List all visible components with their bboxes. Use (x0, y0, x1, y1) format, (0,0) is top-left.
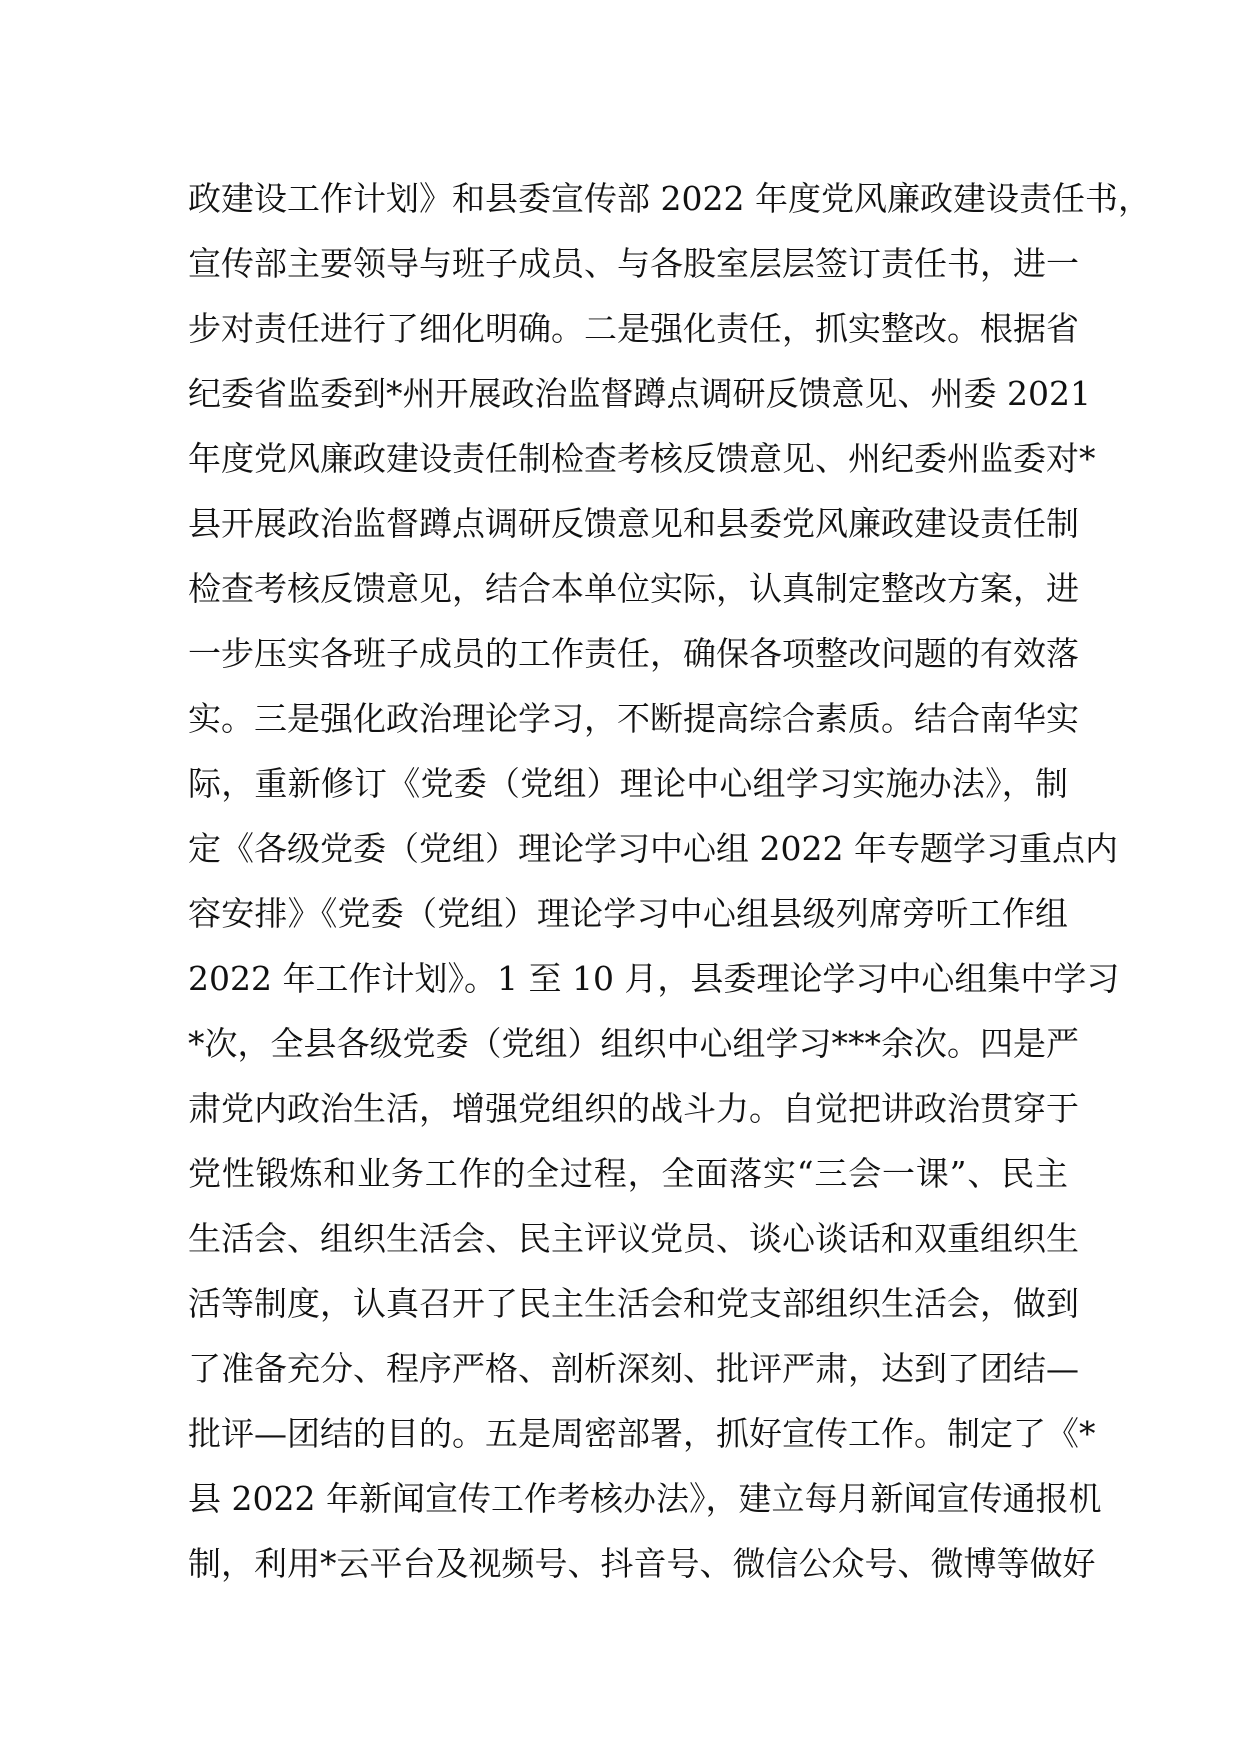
text-line: 2022 年工作计划》。1 至 10 月，县委理论学习中心组集中学习 (188, 959, 1120, 998)
text-line: *次，全县各级党委（党组）组织中心组学习***余次。四是严 (188, 1024, 1079, 1063)
text-line: 定《各级党委（党组）理论学习中心组 2022 年专题学习重点内 (188, 829, 1118, 868)
text-line: 宣传部主要领导与班子成员、与各股室层层签订责任书，进一 (188, 244, 1079, 283)
text-line: 检查考核反馈意见，结合本单位实际，认真制定整改方案，进 (188, 569, 1079, 608)
text-line: 容安排》《党委（党组）理论学习中心组县级列席旁听工作组 (188, 894, 1068, 933)
text-line: 实。三是强化政治理论学习，不断提高综合素质。结合南华实 (188, 699, 1079, 738)
text-line: 党性锻炼和业务工作的全过程，全面落实“三会一课”、民主 (188, 1154, 1068, 1193)
text-line: 批评—团结的目的。五是周密部署，抓好宣传工作。制定了《* (188, 1414, 1096, 1453)
text-line: 步对责任进行了细化明确。二是强化责任，抓实整改。根据省 (188, 309, 1079, 348)
text-line: 了准备充分、程序严格、剖析深刻、批评严肃，达到了团结— (188, 1349, 1079, 1388)
text-line: 年度党风廉政建设责任制检查考核反馈意见、州纪委州监委对* (188, 439, 1096, 478)
body-text (188, 166, 1151, 1596)
text-line: 一步压实各班子成员的工作责任，确保各项整改问题的有效落 (188, 634, 1079, 673)
text-line: 制，利用*云平台及视频号、抖音号、微信公众号、微博等做好 (188, 1544, 1096, 1583)
text-line: 县 2022 年新闻宣传工作考核办法》，建立每月新闻宣传通报机 (188, 1479, 1102, 1518)
text-line: 生活会、组织生活会、民主评议党员、谈心谈话和双重组织生 (188, 1219, 1079, 1258)
text-line: 县开展政治监督蹲点调研反馈意见和县委党风廉政建设责任制 (188, 504, 1079, 543)
text-line: 际，重新修订《党委（党组）理论中心组学习实施办法》，制 (188, 764, 1068, 803)
text-line: 肃党内政治生活，增强党组织的战斗力。自觉把讲政治贯穿于 (188, 1089, 1079, 1128)
text-line: 活等制度，认真召开了民主生活会和党支部组织生活会，做到 (188, 1284, 1079, 1323)
text-line: 纪委省监委到*州开展政治监督蹲点调研反馈意见、州委 2021 (188, 374, 1091, 413)
text-line: 政建设工作计划》和县委宣传部 2022 年度党风廉政建设责任书， (188, 179, 1151, 218)
